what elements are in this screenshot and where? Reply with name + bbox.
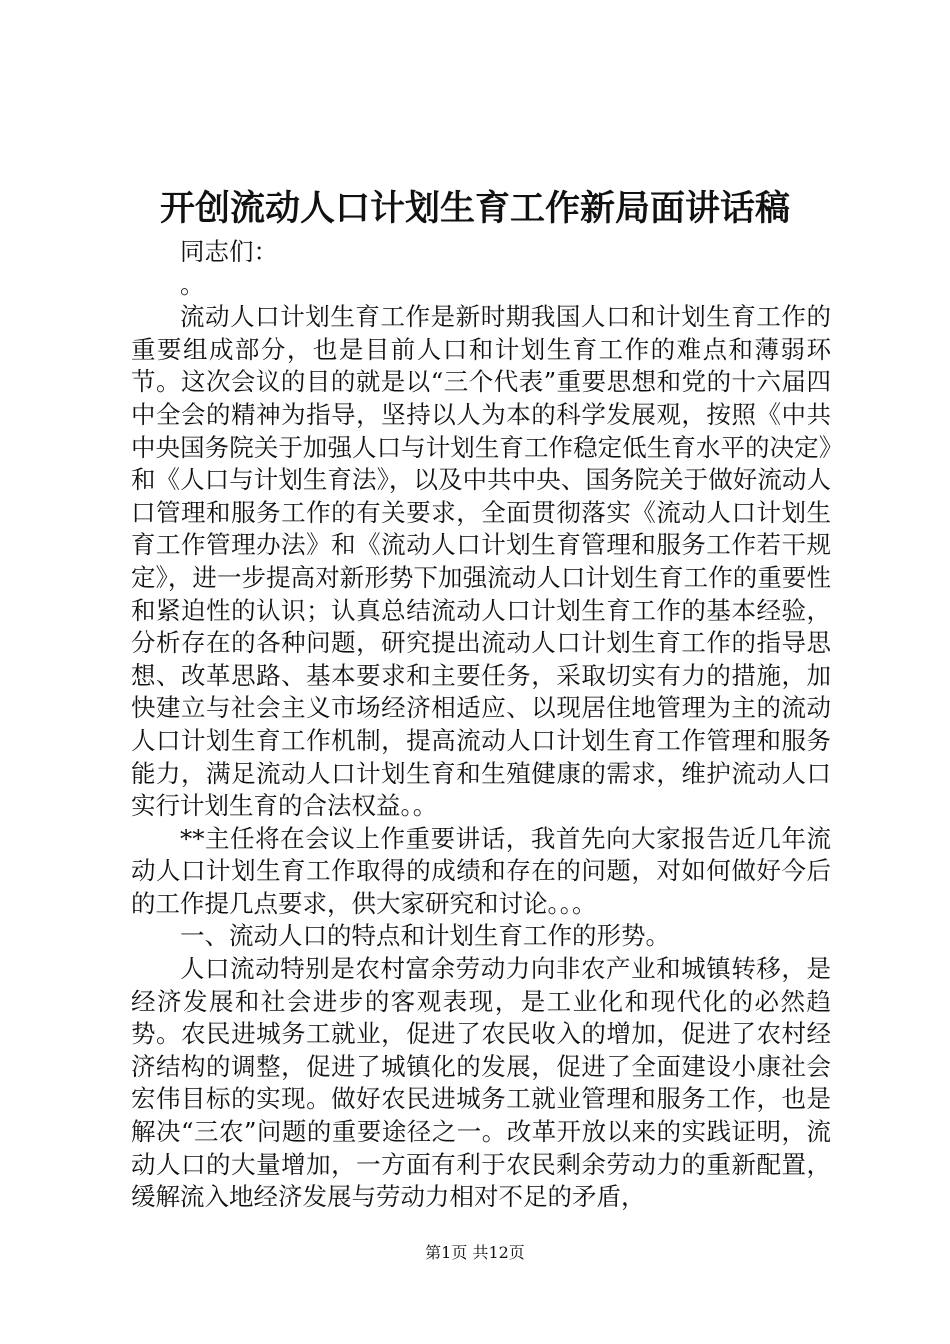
document-title: 开创流动人口计划生育工作新局面讲话稿 bbox=[159, 188, 790, 229]
body-paragraph: **主任将在会议上作重要讲话，我首先向大家报告近几年流动人口计划生育工作取得的成绩和存在的问题，对如何做好今后的工作提几点要求，供大家研究和讨论。。。 bbox=[131, 823, 831, 918]
document-body bbox=[131, 236, 831, 1214]
body-paragraph: 流动人口计划生育工作是新时期我国人口和计划生育工作的重要组成部分，也是目前人口和计划生育工作的难点和薄弱环节。这次会议的目的就是以“三个代表”重要思想和党的十六届四中全会的精神为指导，坚持以人为本的科学发展观，按照《中共中央国务院关于加强人口与计划生育工作稳定低生育水平的决定》和《人口与计划生育法》，以及中共中央、国务院关于做好流动人口管理和服务工作的有关要求，全面贯彻落实《流动人口计划生育工作管理办法》和《流动人口计划生育管理和服务工作若干规定》，进一步提高对新形势下加强流动人口计划生育工作的重要性和紧迫性的认识；认真总结流动人口计划生育工作的基本经验，分析存在的各种问题，研究提出流动人口计划生育工作的指导思想、改革思路、基本要求和主要任务，采取切实有力的措施，加快建立与社会主义市场经济相适应、以现居住地管理为主的流动人口计划生育工作机制，提高流动人口计划生育工作管理和服务能力，满足流动人口计划生育和生殖健康的需求，维护流动人口实行计划生育的合法权益。。 bbox=[131, 302, 831, 821]
page-number-footer: 第1页 共12页 bbox=[425, 1243, 525, 1262]
section-heading: 一、流动人口的特点和计划生育工作的形势。 bbox=[180, 921, 670, 951]
body-paragraph: 。 bbox=[180, 269, 205, 299]
salutation: 同志们： bbox=[180, 237, 278, 266]
body-paragraph: 人口流动特别是农村富余劳动力向非农产业和城镇转移，是经济发展和社会进步的客观表现，是工业化和现代化的必然趋势。农民进城务工就业，促进了农民收入的增加，促进了农村经济结构的调整，促进了城镇化的发展，促进了全面建设小康社会宏伟目标的实现。做好农民进城务工就业管理和服务工作，也是解决“三农”问题的重要途径之一。改革开放以来的实践证明，流动人口的大量增加，一方面有利于农民剩余劳动力的重新配置，缓解流入地经济发展与劳动力相对不足的矛盾， bbox=[131, 954, 831, 1212]
